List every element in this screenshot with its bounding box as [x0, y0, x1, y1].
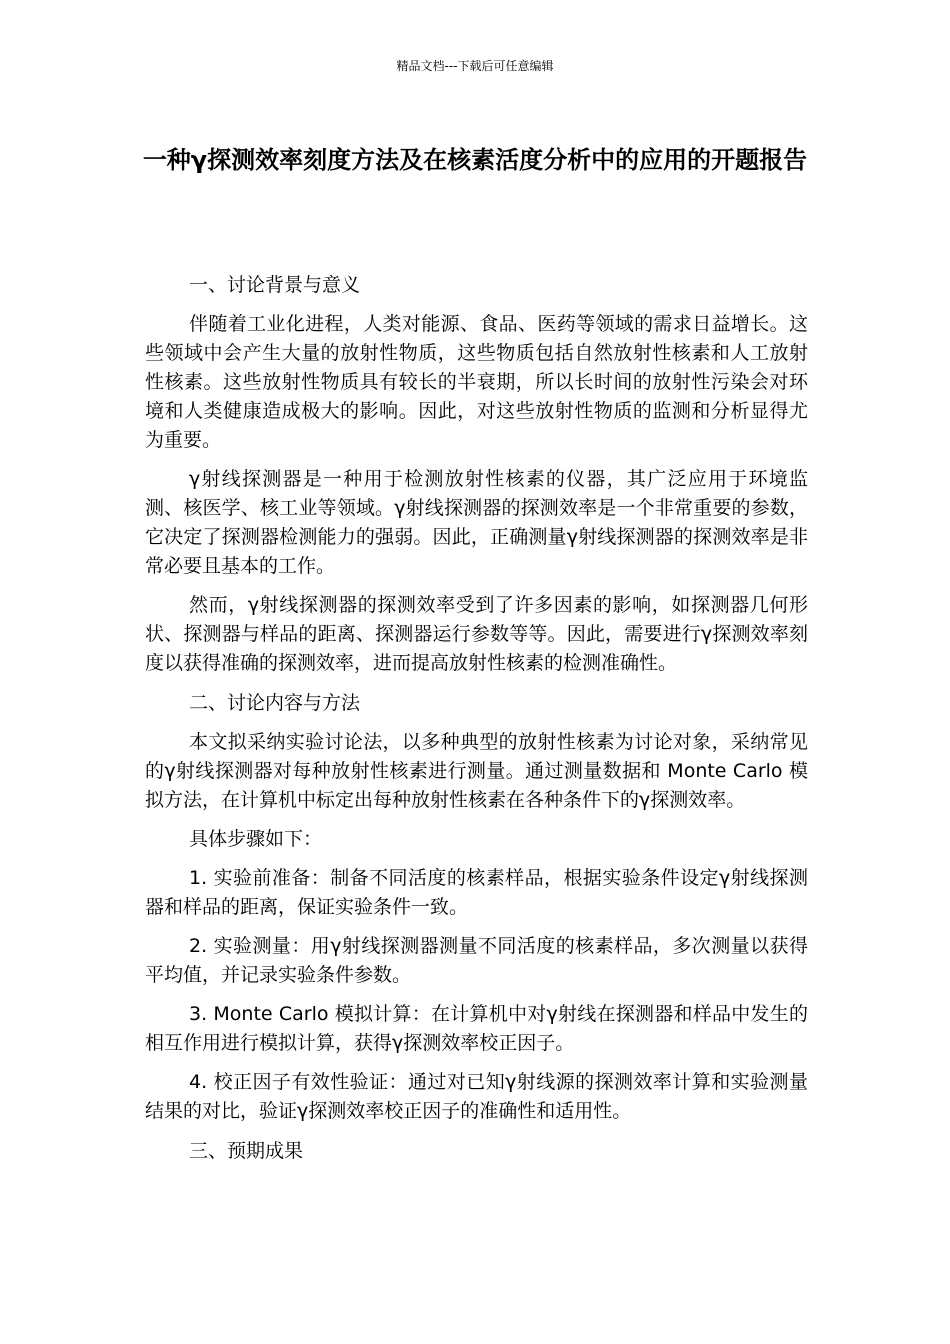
paragraph: 本文拟采纳实验讨论法，以多种典型的放射性核素为讨论对象，采纳常见的γ射线探测器对每种放射性核素进行测量。通过测量数据和 Monte Carlo 模拟方法，在计算机中标定出每种放射性核素在各种条件下的γ探测效率。 — [145, 731, 808, 811]
paragraph: 伴随着工业化进程，人类对能源、食品、医药等领域的需求日益增长。这些领域中会产生大量的放射性物质，这些物质包括自然放射性核素和人工放射性核素。这些放射性物质具有较长的半衰期，所以长时间的放射性污染会对环境和人类健康造成极大的影响。因此，对这些放射性物质的监测和分析显得尤为重要。 — [145, 313, 808, 451]
page-header: 精品文档---下载后可任意编辑 — [396, 59, 554, 73]
step-item: 4. 校正因子有效性验证：通过对已知γ射线源的探测效率计算和实验测量结果的对比，验证γ探测效率校正因子的准确性和适用性。 — [145, 1071, 808, 1122]
step-item: 2. 实验测量：用γ射线探测器测量不同活度的核素样品，多次测量以获得平均值，并记录实验条件参数。 — [145, 935, 808, 986]
document-body — [145, 270, 808, 1176]
paragraph: 具体步骤如下： — [189, 828, 323, 850]
section-heading: 三、预期成果 — [189, 1140, 304, 1162]
paragraph: 然而，γ射线探测器的探测效率受到了许多因素的影响，如探测器几何形状、探测器与样品的距离、探测器运行参数等等。因此，需要进行γ探测效率刻度以获得准确的探测效率，进而提高放射性核素的检测准确性。 — [145, 594, 808, 674]
step-item: 3. Monte Carlo 模拟计算：在计算机中对γ射线在探测器和样品中发生的相互作用进行模拟计算，获得γ探测效率校正因子。 — [145, 1003, 808, 1054]
section-heading: 一、讨论背景与意义 — [189, 274, 361, 296]
step-item: 1. 实验前准备：制备不同活度的核素样品，根据实验条件设定γ射线探测器和样品的距离，保证实验条件一致。 — [145, 867, 808, 918]
document-title: 一种γ探测效率刻度方法及在核素活度分析中的应用的开题报告 — [142, 146, 808, 174]
section-heading: 二、讨论内容与方法 — [189, 692, 361, 714]
paragraph: γ射线探测器是一种用于检测放射性核素的仪器，其广泛应用于环境监测、核医学、核工业等领域。γ射线探测器的探测效率是一个非常重要的参数，它决定了探测器检测能力的强弱。因此，正确测量γ射线探测器的探测效率是非常必要且基本的工作。 — [145, 468, 808, 577]
